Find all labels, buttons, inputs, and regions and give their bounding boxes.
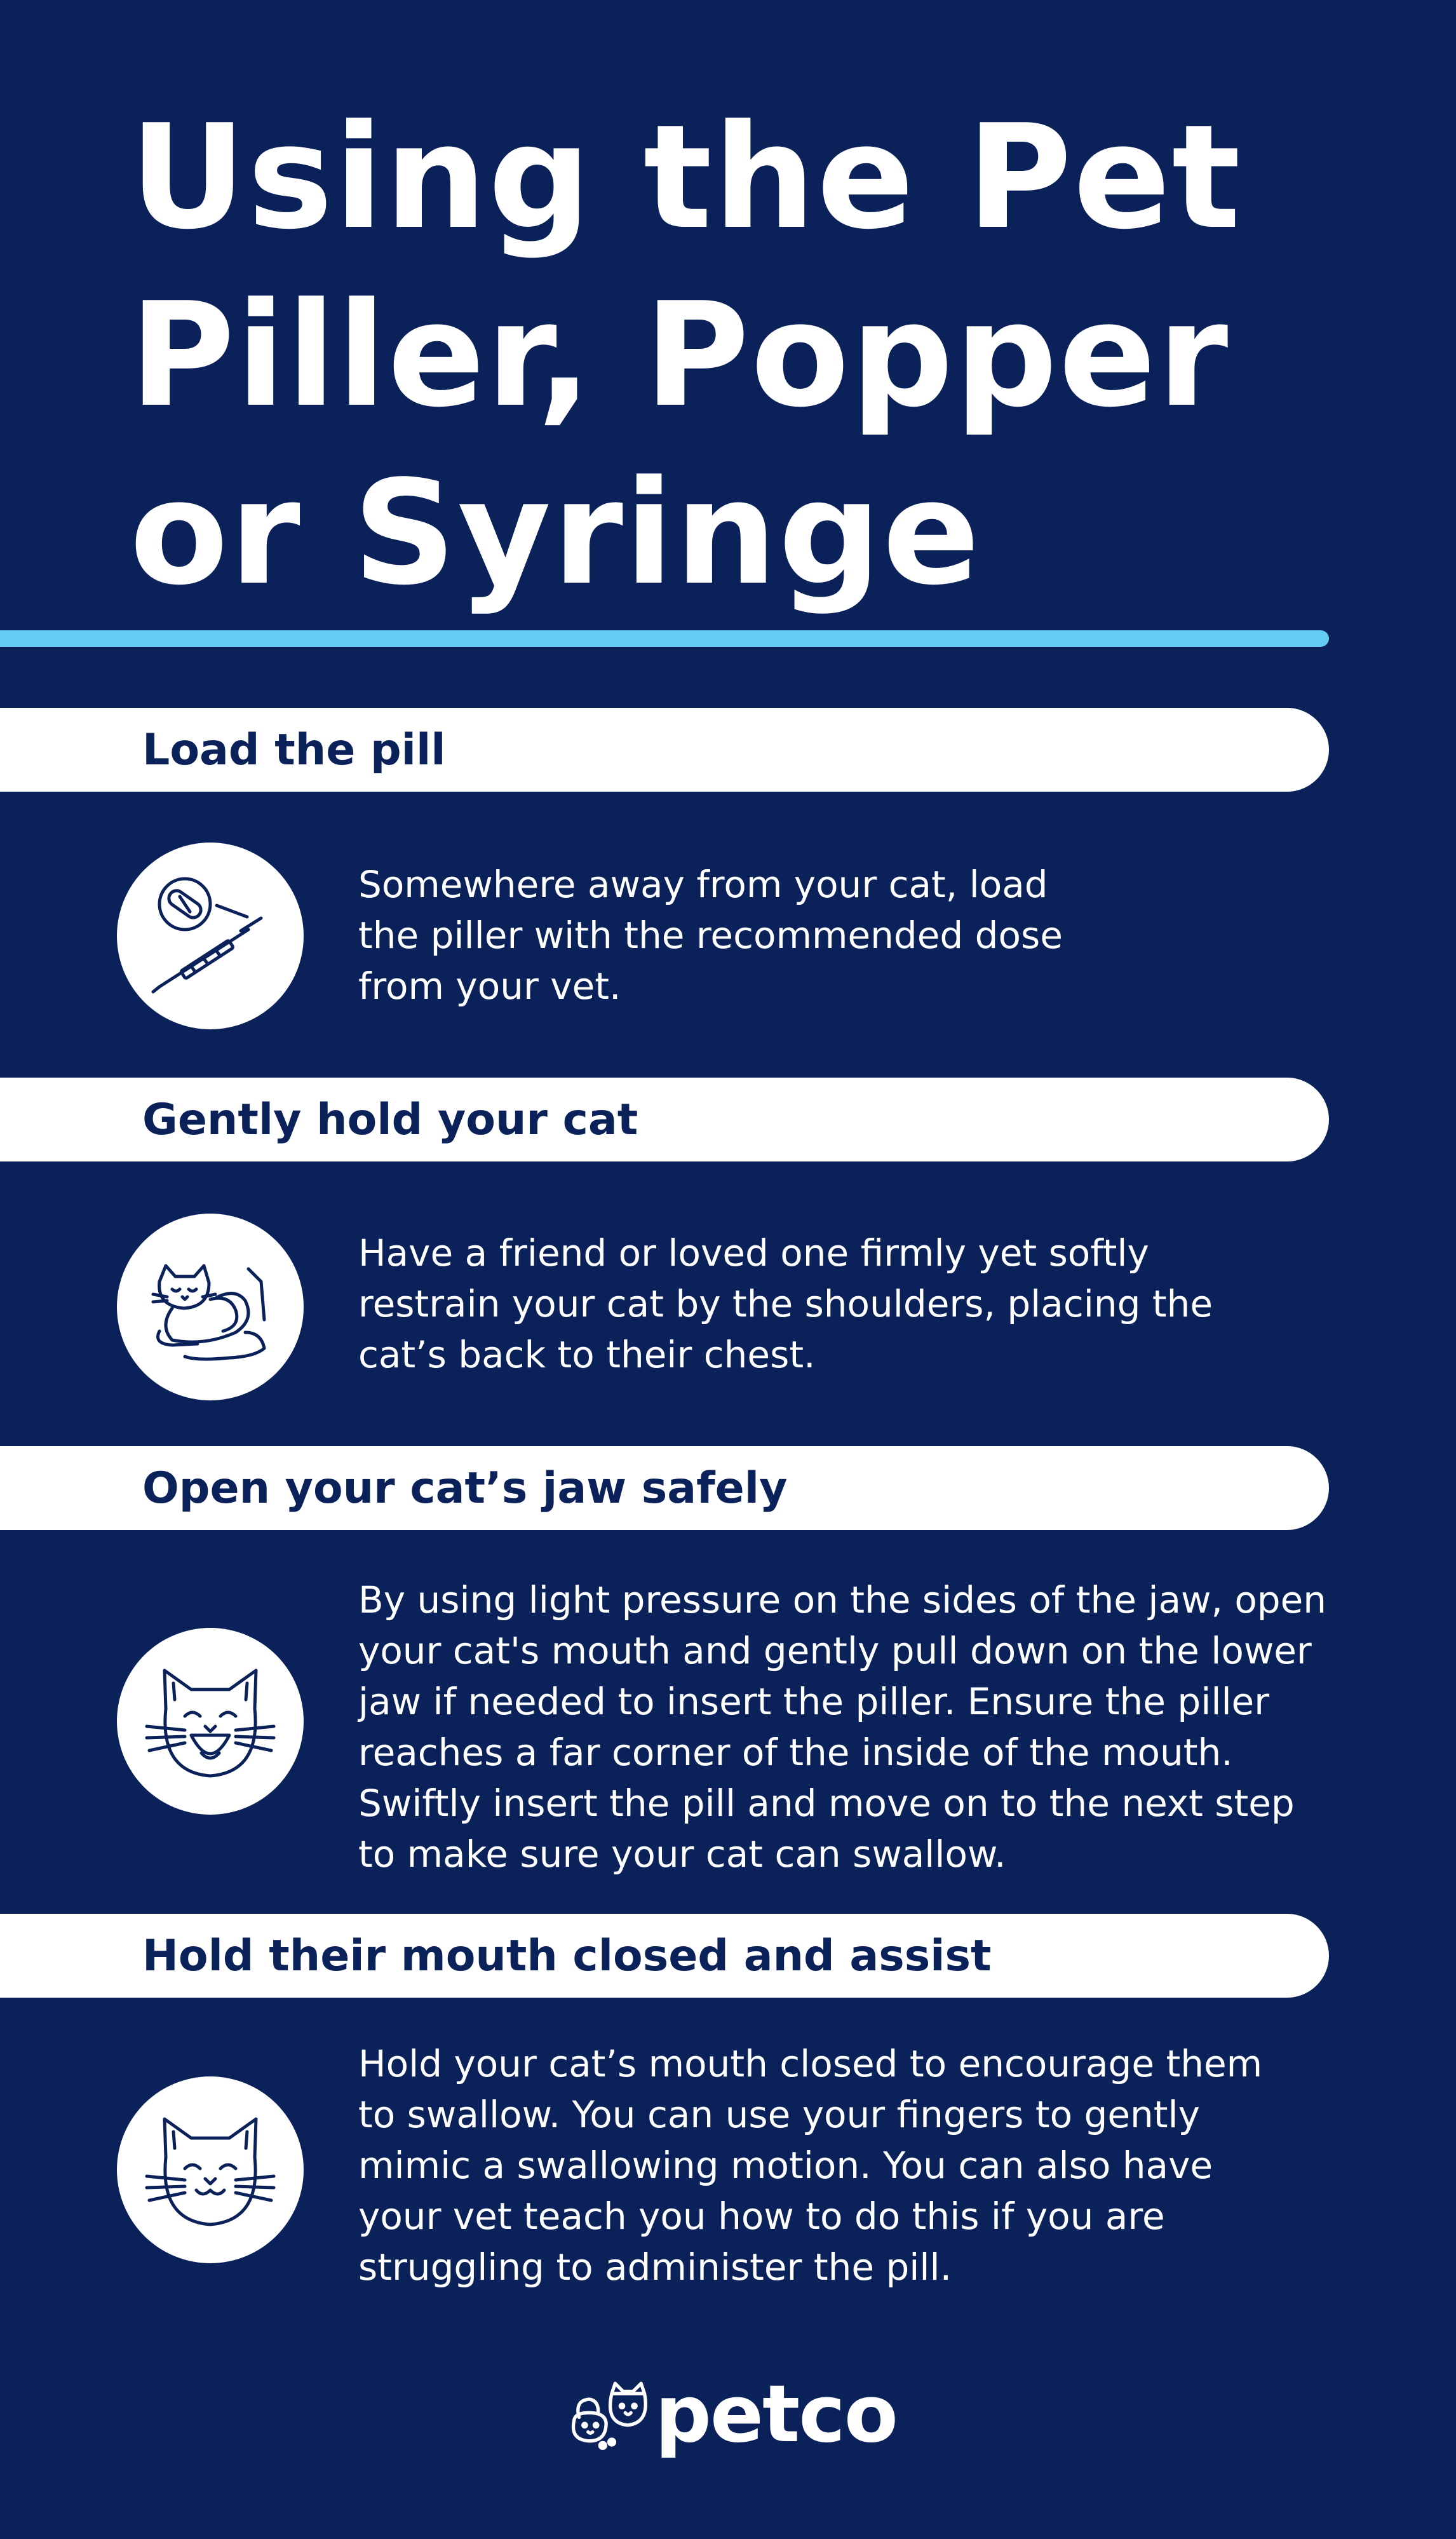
page-title [130, 89, 1337, 623]
step-4-line-5: struggling to administer the pill. [358, 2245, 952, 2289]
step-3-line-4: reaches a far corner of the inside of the mouth. [358, 1731, 1233, 1774]
step-2-header [0, 1078, 1329, 1161]
title-line-2: Piller, Popper [130, 272, 1230, 439]
step-2-line-3: cat’s back to their chest. [358, 1333, 816, 1376]
step-4-line-1: Hold your cat’s mouth closed to encourage them [358, 2042, 1263, 2085]
petco-logo [567, 2370, 897, 2459]
step-1-line-2: the piller with the recommended dose [358, 914, 1063, 957]
step-1-heading: Load the pill [142, 724, 446, 775]
step-3-line-3: jaw if needed to insert the piller. Ensure the piller [358, 1680, 1270, 1723]
step-4-line-4: your vet teach you how to do this if you are [358, 2195, 1165, 2238]
pill-and-piller-icon [117, 843, 304, 1029]
step-4-heading: Hold their mouth closed and assist [142, 1930, 992, 1981]
petco-pets-logo-icon [567, 2373, 651, 2456]
title-line-1: Using the Pet [130, 94, 1242, 261]
step-3-line-2: your cat's mouth and gently pull down on the lower [358, 1629, 1312, 1672]
step-1-line-3: from your vet. [358, 965, 621, 1008]
cat-happy-face-icon [117, 2076, 304, 2263]
step-4-description [358, 2038, 1311, 2292]
accent-divider [0, 630, 1329, 647]
step-1-description [358, 859, 1311, 1012]
step-2-heading: Gently hold your cat [142, 1094, 638, 1145]
step-2-line-2: restrain your cat by the shoulders, placing the [358, 1282, 1213, 1325]
step-1-header [0, 708, 1329, 792]
cat-open-mouth-icon [117, 1628, 304, 1815]
step-3-description [358, 1574, 1327, 1879]
step-2-line-1: Have a friend or loved one firmly yet softly [358, 1231, 1149, 1275]
step-1-line-1: Somewhere away from your cat, load [358, 863, 1048, 906]
step-3-line-5: Swiftly insert the pill and move on to the next step [358, 1782, 1295, 1825]
step-3-heading: Open your cat’s jaw safely [142, 1463, 788, 1513]
step-4-line-2: to swallow. You can use your fingers to gently [358, 2093, 1200, 2136]
petco-wordmark: petco [655, 2369, 897, 2460]
step-4-line-3: mimic a swallowing motion. You can also have [358, 2144, 1213, 2187]
step-2-description [358, 1228, 1311, 1380]
held-cat-icon [117, 1214, 304, 1400]
title-line-3: or Syringe [130, 450, 981, 617]
step-4-header [0, 1914, 1329, 1998]
step-3-line-1: By using light pressure on the sides of the jaw, open [358, 1578, 1327, 1622]
step-3-line-6: to make sure your cat can swallow. [358, 1832, 1006, 1876]
step-3-header [0, 1446, 1329, 1530]
